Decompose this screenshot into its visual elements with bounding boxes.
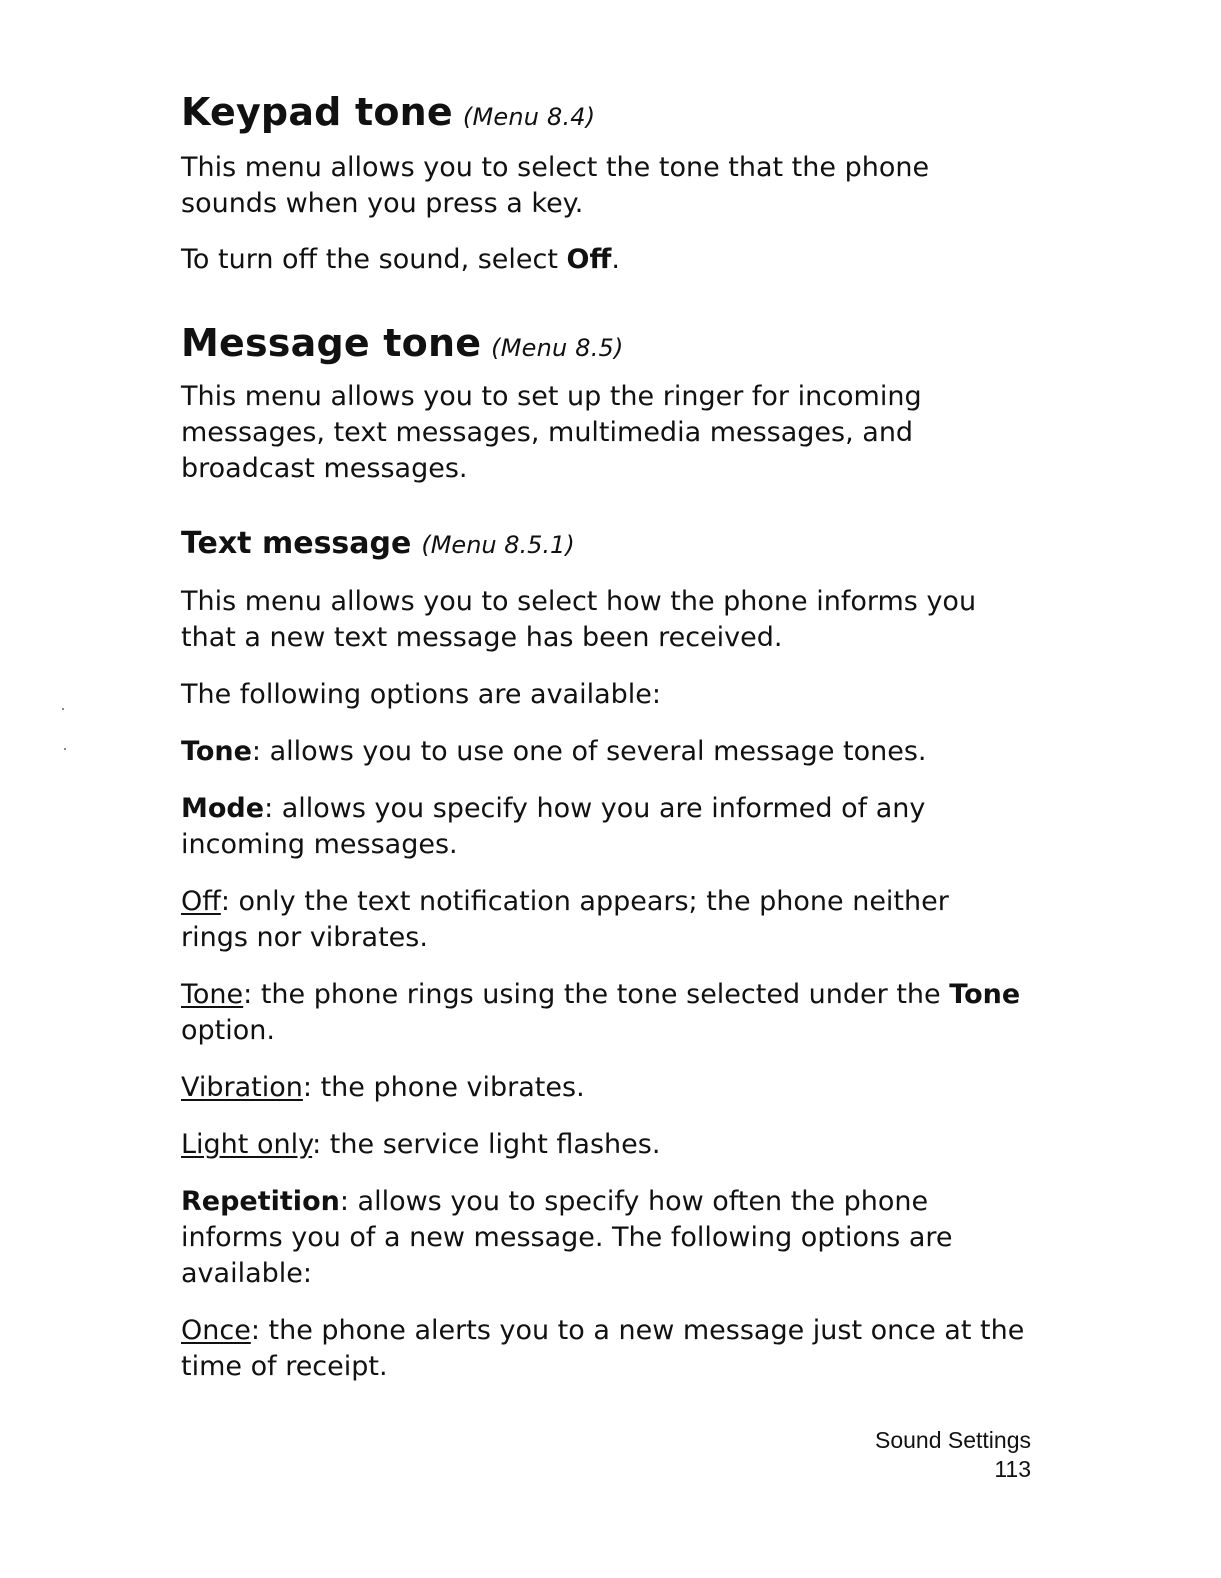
message-tone-title: Message tone xyxy=(181,320,482,365)
scan-speck xyxy=(64,748,66,750)
mode-option: Mode: allows you specify how you are informed of any incoming messages. xyxy=(181,793,926,861)
vibration-mode-option: Vibration: the phone vibrates. xyxy=(181,1072,585,1104)
keypad-tone-heading xyxy=(181,90,1041,136)
text-message-menu-ref: (Menu 8.5.1) xyxy=(421,531,575,560)
off-mode-option: Off: only the text notification appears; the phone neither rings nor vibrates. xyxy=(181,886,949,954)
message-tone-menu-ref: (Menu 8.5) xyxy=(491,333,624,362)
scan-speck xyxy=(62,708,64,710)
repetition-option: Repetition: allows you to specify how often the phone informs you of a new message. The following options are available: xyxy=(181,1186,953,1290)
message-tone-heading xyxy=(181,321,1041,367)
once-repetition-option: Once: the phone alerts you to a new message just once at the time of receipt. xyxy=(181,1315,1025,1383)
keypad-tone-description: This menu allows you to select the tone that the phone sounds when you press a key. xyxy=(181,151,930,219)
page-content xyxy=(181,90,1041,1385)
message-tone-description: This menu allows you to set up the ringer for incoming messages, text messages, multimedia messages, and broadcast messages. xyxy=(181,381,922,485)
light-only-term: Light only xyxy=(181,1129,313,1161)
off-option-label: Off xyxy=(566,243,612,275)
repetition-term: Repetition xyxy=(181,1186,340,1218)
tone-option: Tone: allows you to use one of several message tones. xyxy=(181,736,927,768)
once-term: Once xyxy=(181,1315,251,1347)
keypad-tone-off-instruction: To turn off the sound, select Off. xyxy=(181,243,620,275)
tone-reference: Tone xyxy=(949,979,1021,1011)
tone-mode-option: Tone: the phone rings using the tone selected under the Tone option. xyxy=(181,979,1021,1047)
mode-term: Mode xyxy=(181,793,265,825)
off-term: Off xyxy=(181,886,221,918)
text-message-heading xyxy=(181,526,1041,562)
page-footer xyxy=(875,1426,1031,1484)
text-message-title: Text message xyxy=(181,526,412,562)
tone-term: Tone xyxy=(181,736,252,768)
light-only-mode-option: Light only: the service light flashes. xyxy=(181,1129,661,1161)
tone-mode-term: Tone xyxy=(181,979,244,1011)
text-message-description: This menu allows you to select how the phone informs you that a new text message has been received. xyxy=(181,586,977,654)
vibration-term: Vibration xyxy=(181,1072,303,1104)
footer-section-name: Sound Settings xyxy=(874,1427,1031,1453)
page-number: 113 xyxy=(994,1456,1031,1482)
keypad-tone-menu-ref: (Menu 8.4) xyxy=(462,103,596,131)
options-intro: The following options are available: xyxy=(181,679,662,711)
keypad-tone-title: Keypad tone xyxy=(181,90,453,134)
